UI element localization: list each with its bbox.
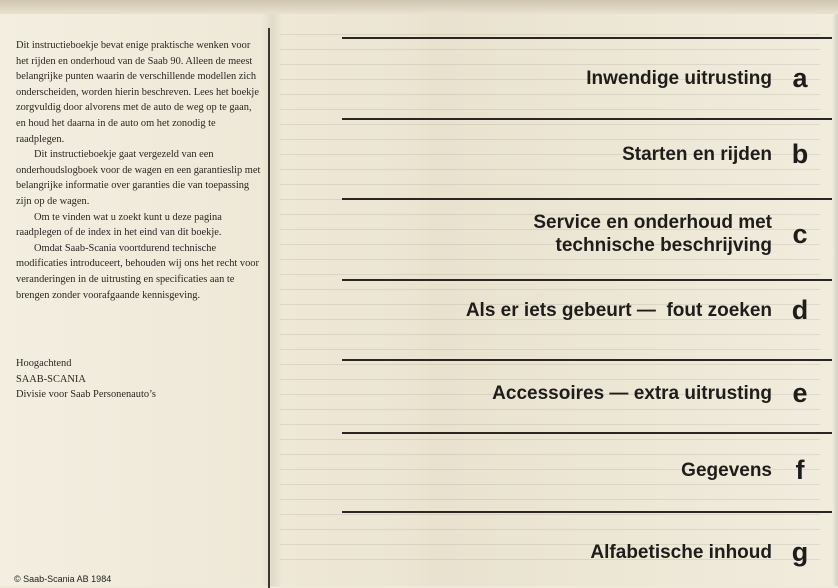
section-rule bbox=[342, 359, 832, 361]
copyright-notice: © Saab-Scania AB 1984 bbox=[14, 574, 112, 584]
section-d[interactable] bbox=[466, 290, 810, 330]
section-title: Inwendige uitrusting bbox=[586, 67, 772, 89]
section-g[interactable] bbox=[590, 532, 810, 572]
section-letter: g bbox=[791, 536, 809, 567]
section-rule bbox=[342, 432, 832, 434]
section-title: Service en onderhoud met technische beschrijving bbox=[533, 212, 772, 256]
section-rule bbox=[342, 511, 832, 513]
intro-paragraph: Dit instructieboekje bevat enige praktische wenken voor het rijden en onderhoud van de Saab 90. Alleen de meest belangrijke punten waarin de verschillende modellen zich onderscheiden, worden hierin beschreven. Lees het boekje zorgvuldig door alvorens met de auto de weg op te gaan, en houd het daarna in de auto om het zonodig te raadplegen. bbox=[16, 40, 259, 145]
signature-block bbox=[16, 356, 156, 403]
section-letter: a bbox=[792, 62, 808, 93]
intro-paragraph: Om te vinden wat u zoekt kunt u deze pagina raadplegen of de index in het eind van dit boekje. bbox=[16, 211, 222, 239]
section-c[interactable] bbox=[472, 210, 810, 258]
section-letter: d bbox=[791, 294, 809, 325]
intro-paragraph: Omdat Saab-Scania voortdurend technische modificaties introduceert, behouden wij ons het recht voor veranderingen in de uitrusting en specificaties aan te brengen zonder voorafgaande kennisgeving. bbox=[16, 242, 259, 301]
section-title: Starten en rijden bbox=[622, 143, 772, 165]
section-title: Alfabetische inhoud bbox=[590, 541, 772, 563]
page-edge-shade bbox=[832, 14, 838, 586]
section-rule bbox=[342, 198, 832, 200]
section-b[interactable] bbox=[622, 134, 810, 174]
left-page bbox=[0, 14, 270, 586]
section-letter: c bbox=[792, 218, 808, 249]
section-letter: f bbox=[795, 454, 805, 485]
section-rule bbox=[342, 118, 832, 120]
intro-paragraph: Dit instructieboekje gaat vergezeld van een onderhoudslogboek voor de wagen en een garantieslip met belangrijke informatie over garanties die van toepassing zijn op de wagen. bbox=[16, 149, 261, 207]
page-top-edge bbox=[0, 0, 838, 14]
section-rule bbox=[342, 37, 832, 39]
signature-company: SAAB-SCANIA bbox=[16, 373, 86, 385]
intro-text bbox=[16, 38, 262, 303]
section-a[interactable] bbox=[586, 58, 810, 98]
section-letter: e bbox=[792, 377, 808, 408]
signature-division: Divisie voor Saab Personenauto’s bbox=[16, 389, 156, 401]
section-e[interactable] bbox=[492, 373, 810, 413]
section-title: Gegevens bbox=[681, 459, 772, 481]
right-page-index bbox=[270, 14, 838, 586]
section-letter: b bbox=[791, 138, 809, 169]
section-title: Als er iets gebeurt — fout zoeken bbox=[465, 299, 772, 321]
signature-greeting: Hoogachtend bbox=[16, 358, 72, 369]
section-title: Accessoires — extra uitrusting bbox=[492, 382, 772, 404]
section-rule bbox=[342, 279, 832, 281]
section-f[interactable] bbox=[681, 450, 810, 490]
